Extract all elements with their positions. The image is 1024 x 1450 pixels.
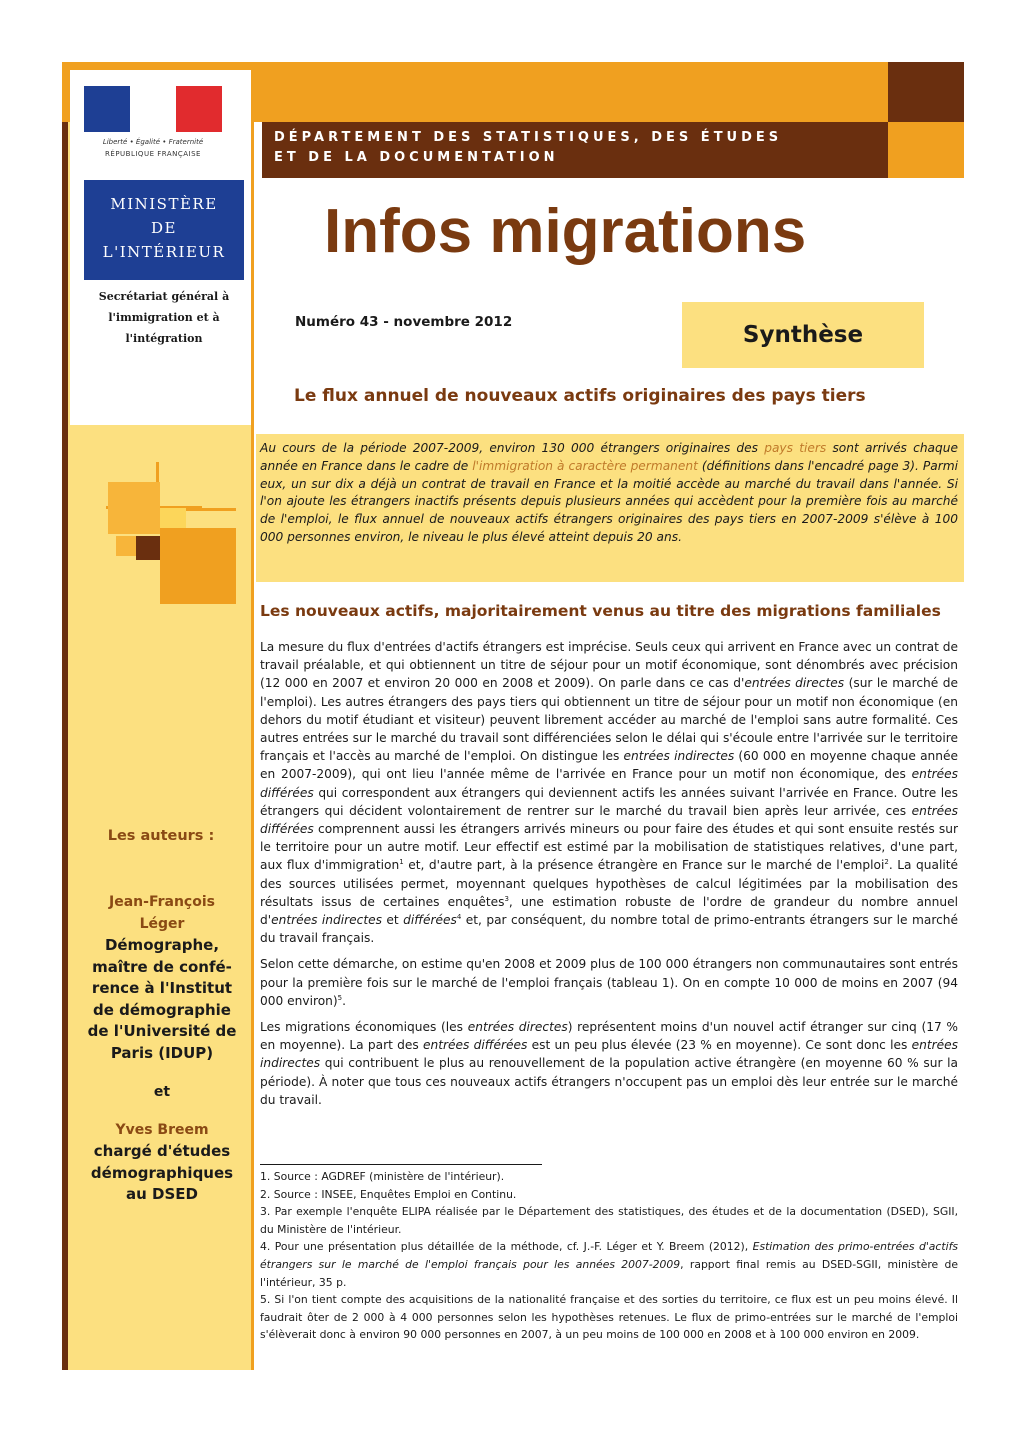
decorative-squares <box>86 458 246 608</box>
secretariat-label <box>84 286 244 349</box>
department-line-1: DÉPARTEMENT DES STATISTIQUES, DES ÉTUDES <box>274 130 783 145</box>
authors-list <box>74 892 250 1206</box>
author-1-role-4: de démographie <box>93 1000 231 1019</box>
authors-and: et <box>153 1084 171 1100</box>
ministry-line-2: DE <box>151 219 177 237</box>
footnote-5: 5. Si l'on tient compte des acquisitions de la nationalité française et des sorties du territoire, ce flux est un peu moins élevé. Il faudrait ôter de 2 000 à 4 000 personnes selon les hypothèses retenues. Le flux de primo-entrées sur le marché de l'emploi s'élèverait donc à environ 90 000 personnes en 2007, à un peu moins de 100 000 en 2008 et à 100 000 environ en 2009. <box>260 1293 958 1342</box>
footnote-4: 4. Pour une présentation plus détaillée de la méthode, cf. J.-F. Léger et Y. Breem (2012), Estimation des primo-entrées d'actifs étrangers sur le marché de l'emploi français pour les années 2007-2009, rapport final remis au DSED-SGII, ministère de l'intérieur, 35 p. <box>260 1240 958 1289</box>
department-name <box>274 128 874 168</box>
author-2-role-1: chargé d'études <box>93 1142 231 1160</box>
author-1-role-6: Paris (IDUP) <box>110 1043 214 1062</box>
footnote-rule <box>260 1164 542 1165</box>
page-subtitle: Le flux annuel de nouveaux actifs originaires des pays tiers <box>294 386 866 406</box>
footnote-3: 3. Par exemple l'enquête ELIPA réalisée par le Département des statistiques, des études et de la documentation (DSED), SGII, du Ministère de l'intérieur. <box>260 1205 958 1236</box>
author-1-role-1: Démographe, <box>104 936 220 954</box>
synthese-label: Synthèse <box>742 322 864 348</box>
author-1-name-2: Léger <box>139 915 185 932</box>
ministry-line-1: MINISTÈRE <box>110 195 218 213</box>
term-pays-tiers: pays tiers <box>764 441 827 455</box>
author-1-role-5: de l'Université de <box>87 1022 237 1040</box>
sidebar-edge-line <box>62 62 68 1370</box>
sidebar-divider <box>251 62 254 1370</box>
paragraph-1: La mesure du flux d'entrées d'actifs étrangers est imprécise. Seuls ceux qui arrivent en France avec un contrat de travail préalable, et qui obtiennent un titre de séjour pour un motif économique, sont dénombrés avec précision (12 000 en 2007 et environ 20 000 en 2008 et 2009). On parle dans ce cas d'entrées directes (sur le marché de l'emploi). Les autres étrangers des pays tiers qui obtiennent un titre de séjour pour un motif non économique (en dehors du motif étudiant et visiteur) peuvent librement accéder au marché de l'emploi sans autre formalité. Ces autres entrées sur le marché du travail sont différenciées selon le délai qui s'écoule entre l'arrivée sur le territoire français et l'accès au marché de l'emploi. On distingue les entrées indirectes (60 000 en moyenne chaque année en 2007-2009), qui ont lieu l'année même de l'arrivée en France pour un motif non économique, des entrées différées qui correspondent aux étrangers qui deviennent actifs les années suivant l'arrivée en France. Outre les étrangers qui décident volontairement de rentrer sur le marché du travail bien après leur arrivée, ces entrées différées comprennent aussi les étrangers arrivés mineurs ou pour faire des études et qui sont ensuite restés sur le territoire pour un autre motif. Leur effectif est estimé par la mobilisation de statistiques relatives, d'une part, aux flux d'immigration$^1$ et, d'autre part, à la présence étrangère en France sur le marché de l'emploi$^2$. La qualité des sources utilisées permet, moyennant quelques hypothèses de calcul légitimées par la mobilisation des résultats issus de certaines enquêtes$^3$, une estimation robuste de l'ordre de grandeur du nombre annuel d'entrées indirectes et différées$^4$ et, par conséquent, du nombre total de primo-entrants étrangers sur le marché du travail français. <box>260 640 959 946</box>
marianne-logo <box>84 86 222 132</box>
paragraph-3: Les migrations économiques (les entrées directes) représentent moins d'un nouvel actif étranger sur cinq (17 % en moyenne). La part des entrées différées est un peu plus élevée (23 % en moyenne). Ce sont donc les entrées indirectes qui contribuent le plus au renouvellement de la population active étrangère (en moyenne 60 % sur la période). À noter que tous ces nouveaux actifs étrangers n'occupent pas un emploi dès leur entrée sur le marché du travail. <box>260 1020 958 1107</box>
author-1-name-1: Jean-François <box>109 894 215 910</box>
ministry-logo <box>84 180 244 280</box>
abstract-text: Au cours de la période 2007-2009, environ 130 000 étrangers originaires des pays tiers sont arrivés chaque année en France dans le cadre de l'immigration à caractère permanent (définitions dans l'encadré page 3). Parmi eux, un sur dix a déjà un contrat de travail en France et la moitié accède au marché du travail dans l'année. Si l'on ajoute les étrangers inactifs présents depuis plusieurs années qui accèdent pour la première fois au marché de l'emploi, le flux annuel de nouveaux actifs étrangers originaires des pays tiers en 2007-2009 s'élève à 100 000 personnes environ, le niveau le plus élevé atteint depuis 20 ans. <box>260 441 958 544</box>
paragraph-2: Selon cette démarche, on estime qu'en 2008 et 2009 plus de 100 000 étrangers non communautaires sont entrés pour la première fois sur le marché de l'emploi français (tableau 1). On en compte 10 000 de moins en 2007 (94 000 environ)$^5$. <box>260 957 958 1008</box>
secretariat-line-1: Secrétariat général à <box>98 290 230 303</box>
footnote-1: 1. Source : AGDREF (ministère de l'intérieur). <box>260 1170 505 1183</box>
term-immigration-permanente: l'immigration à caractère permanent <box>472 458 698 473</box>
republic-motto: Liberté • Égalité • Fraternité <box>102 138 204 146</box>
document-page <box>62 62 964 1370</box>
footnotes <box>260 1168 958 1344</box>
secretariat-line-2: l'immigration et à <box>108 311 220 324</box>
header-brown-block <box>888 62 964 122</box>
secretariat-line-3: l'intégration <box>125 332 203 345</box>
ministry-line-3: L'INTÉRIEUR <box>102 243 226 261</box>
author-1-role-3: rence à l'Institut <box>91 979 233 997</box>
article-body <box>260 638 958 1117</box>
author-2-role-3: au DSED <box>126 1185 198 1203</box>
author-1-role-2: maître de confé- <box>92 957 232 976</box>
synthese-badge <box>682 302 924 368</box>
abstract-box <box>256 434 964 582</box>
author-2-name: Yves Breem <box>115 1121 209 1138</box>
section-heading: Les nouveaux actifs, majoritairement venus au titre des migrations familiales <box>260 602 941 620</box>
header-orange-block <box>888 122 964 178</box>
footnote-2: 2. Source : INSEE, Enquêtes Emploi en Continu. <box>260 1187 517 1201</box>
authors-heading: Les auteurs : <box>107 828 215 844</box>
page-title: Infos migrations <box>324 197 807 266</box>
issue-number: Numéro 43 - novembre 2012 <box>295 314 513 330</box>
republic-name: RÉPUBLIQUE FRANÇAISE <box>105 150 201 158</box>
department-line-2: ET DE LA DOCUMENTATION <box>274 150 559 165</box>
author-2-role-2: démographiques <box>90 1163 234 1182</box>
